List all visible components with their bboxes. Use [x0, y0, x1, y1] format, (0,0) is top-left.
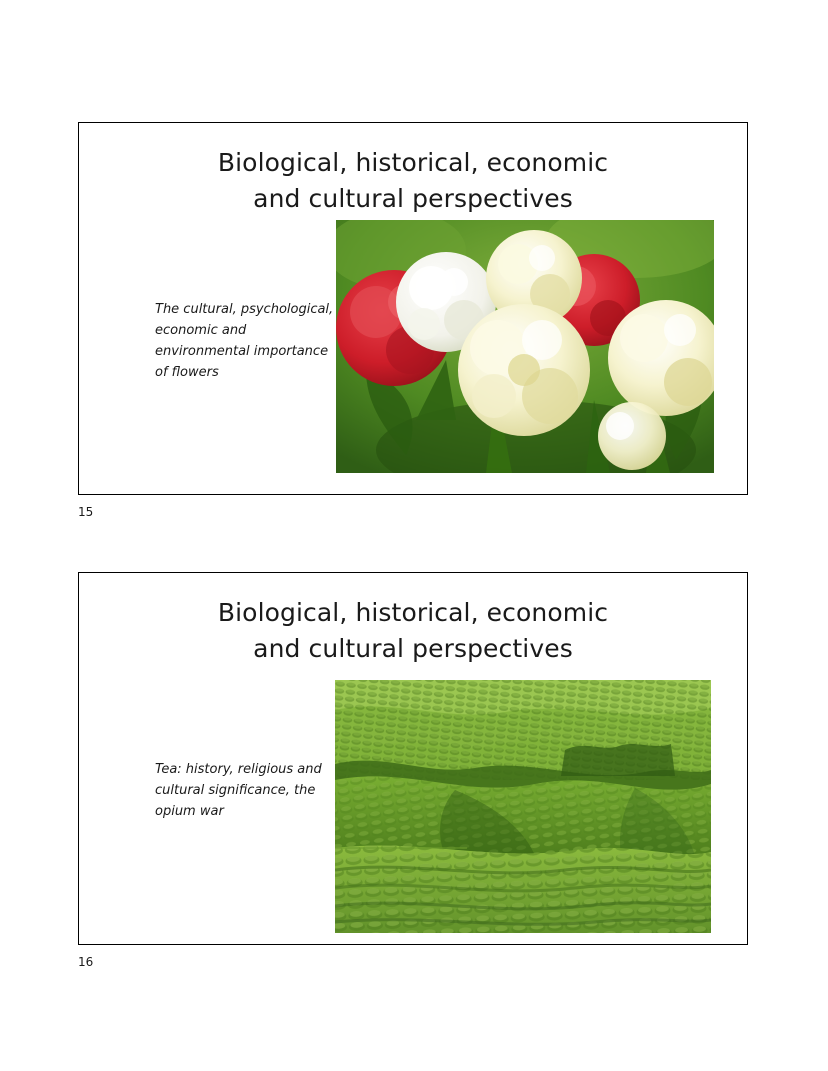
slide-16 [78, 572, 748, 945]
slide-15-title-line-1: Biological, historical, economic [217, 148, 609, 177]
slide-16-body [79, 573, 747, 944]
tea-plantation-hills-photo [335, 680, 711, 933]
slide-16-page-number: 16 [78, 955, 94, 969]
slide-15-caption: The cultural, psychological, economic and environmental importance of flowers [155, 302, 334, 381]
slide-16-caption: Tea: history, religious and cultural significance, the opium war [155, 762, 322, 820]
slide-15 [78, 122, 748, 495]
slide-16-title-line-2: and cultural perspectives [253, 633, 573, 663]
slide-15-title-line-2: and cultural perspectives [253, 183, 573, 213]
slide-16-title-line-1: Biological, historical, economic [217, 598, 609, 627]
carnation-flowers-photo [336, 220, 714, 473]
slide-15-image [336, 220, 714, 473]
slide-15-page-number: 15 [78, 505, 94, 519]
slide-15-title [79, 123, 747, 216]
slide-15-body [79, 123, 747, 494]
slide-16-title [79, 573, 747, 666]
slide-16-image [335, 680, 711, 933]
